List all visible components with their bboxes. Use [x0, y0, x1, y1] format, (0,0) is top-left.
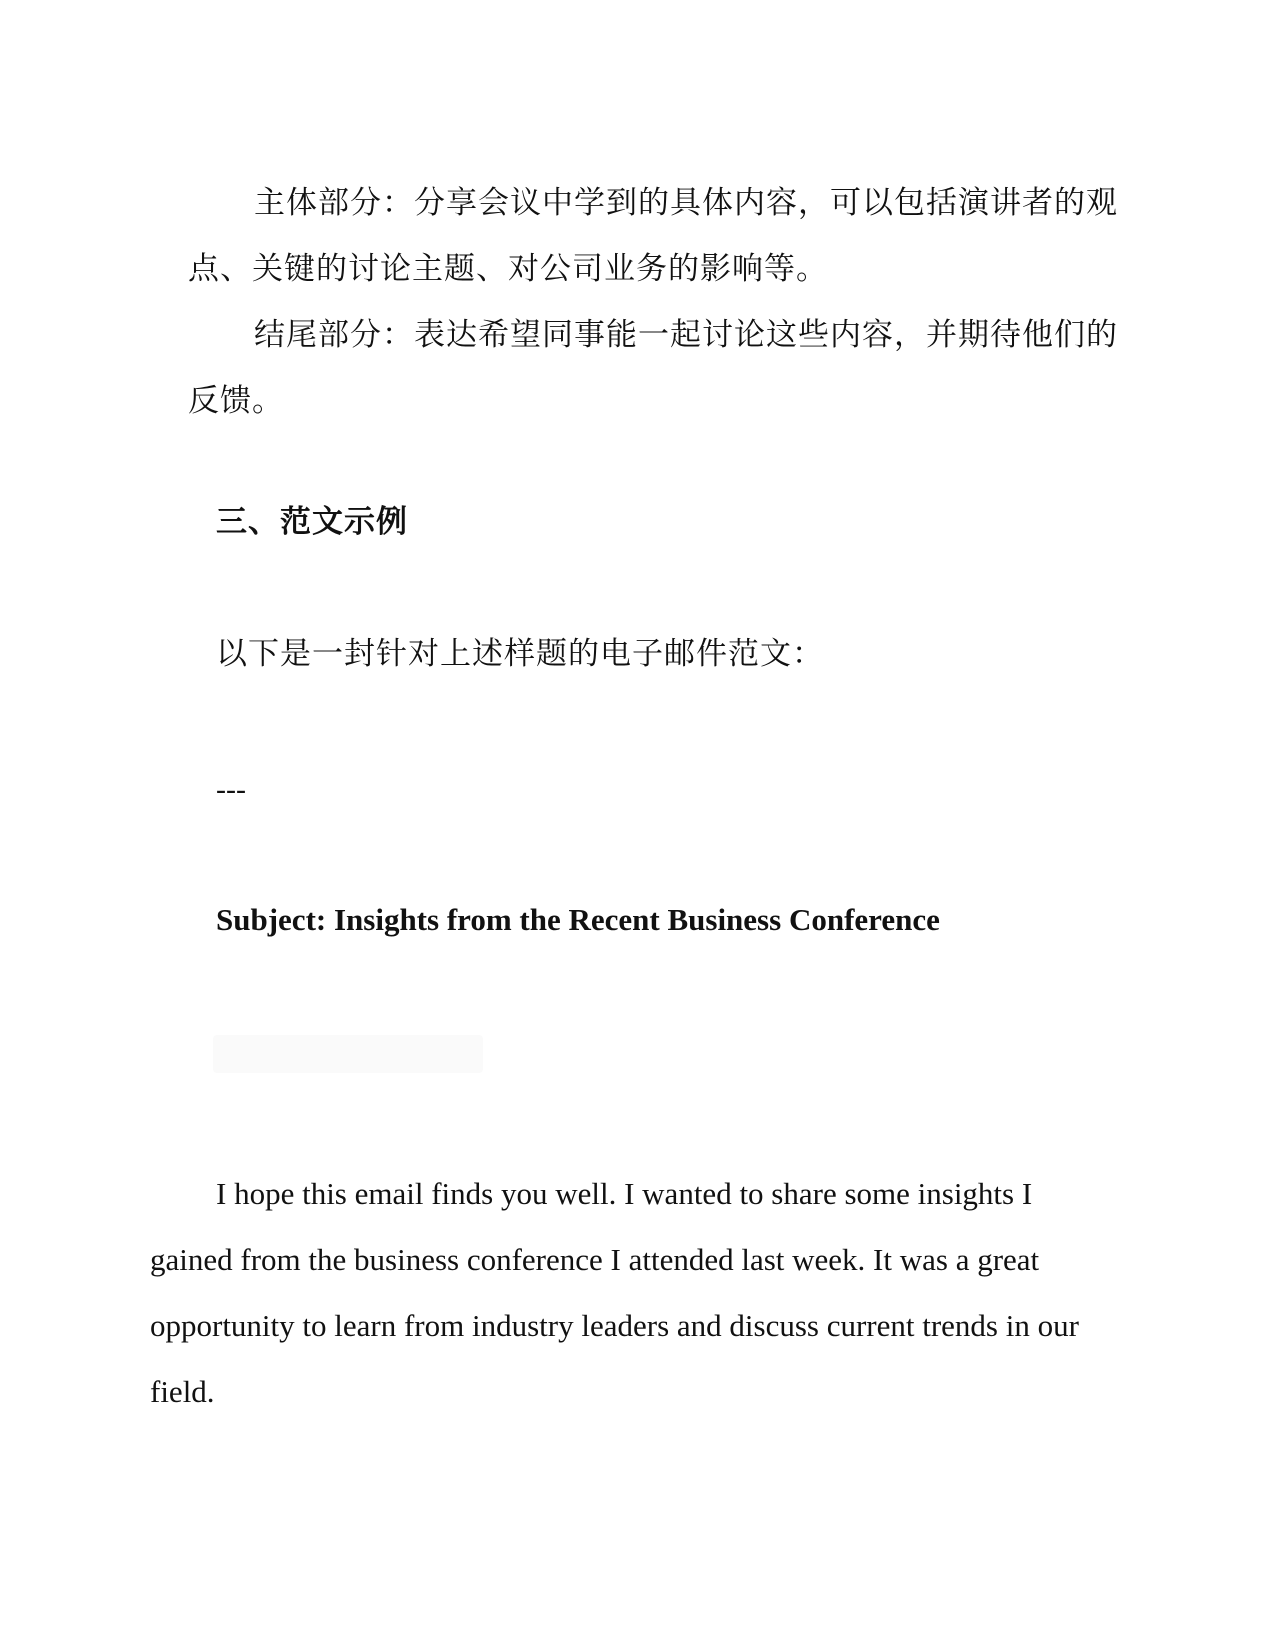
section-three-heading: 三、范文示例	[216, 504, 408, 540]
closing-section-paragraph: 结尾部分：表达希望同事能一起讨论这些内容，并期待他们的反馈。	[188, 317, 1118, 419]
intro-line: 以下是一封针对上述样题的电子邮件范文：	[216, 636, 824, 672]
separator-line: ---	[216, 773, 246, 806]
email-subject: Subject: Insights from the Recent Business Conference	[216, 902, 940, 937]
body-section-paragraph: 主体部分：分享会议中学到的具体内容，可以包括演讲者的观点、关键的讨论主题、对公司业务的影响等。	[188, 185, 1118, 287]
redacted-greeting-area	[213, 1035, 483, 1073]
email-opening-paragraph: I hope this email finds you well. I wanted to share some insights I gained from the business conference I attended last week. It was a great opportunity to learn from industry leaders and discuss current trends in our field.	[150, 1176, 1079, 1409]
